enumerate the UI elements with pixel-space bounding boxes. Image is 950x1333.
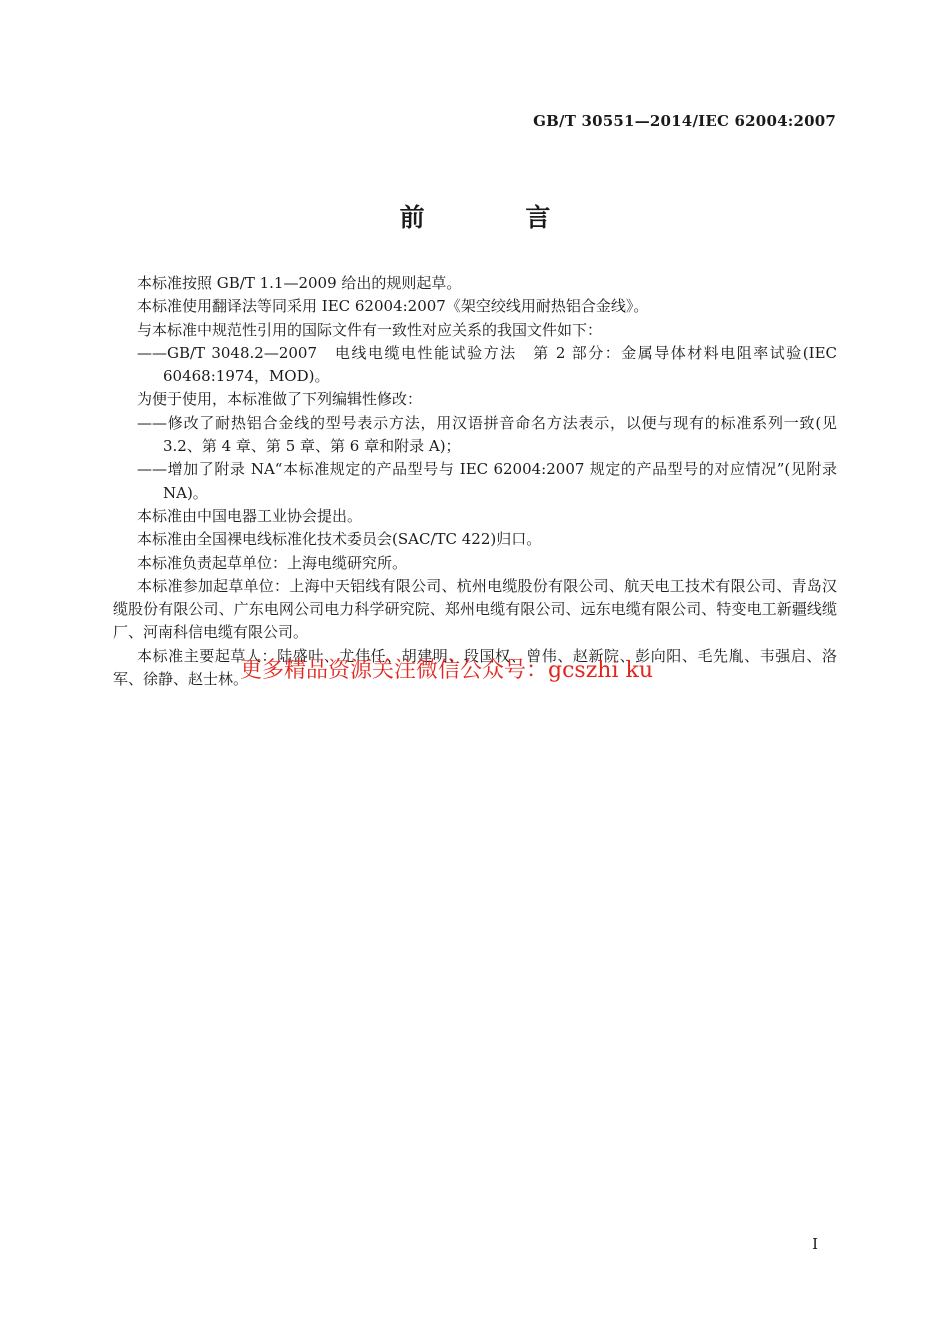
paragraph-responsible-drafter: 本标准负责起草单位：上海电缆研究所。 [137,553,408,572]
document-code-header: GB/T 30551—2014/IEC 62004:2007 [533,112,836,130]
paragraph-centralized-by: 本标准由全国裸电线标准化技术委员会(SAC/TC 422)归口。 [137,530,542,549]
page-title: 前 言 [399,203,597,232]
paragraph-drafting-rules: 本标准按照 GB/T 1.1—2009 给出的规则起草。 [137,274,462,292]
list-item-gbt-3048: ——GB/T 3048.2—2007 电线电缆电性能试验方法 第 2 部分：金属导体材料电阻率试验(IEC 60468:1974，MOD)。 [137,343,837,386]
page-number: I [812,1235,818,1253]
paragraph-corresponding-docs: 与本标准中规范性引用的国际文件有一致性对应关系的我国文件如下： [137,320,603,339]
paragraph-adoption: 本标准使用翻译法等同采用 IEC 62004:2007《架空绞线用耐热铝合金线》。 [137,297,649,316]
watermark-text: 更多精品资源关注微信公众号：gcszhi ku [240,658,653,683]
list-item-annex-na: ——增加了附录 NA“本标准规定的产品型号与 IEC 62004:2007 规定的产品型号的对应情况”(见附录 NA)。 [137,460,837,502]
paragraph-editorial-changes: 为便于使用，本标准做了下列编辑性修改： [137,390,423,409]
paragraph-main-drafters: 本标准主要起草人：陆盛叶、尤伟任、胡建明、段国权、曾伟、赵新院、彭向阳、毛先胤、韦强启、洛军、徐静、赵士林。 [113,646,837,689]
list-item-model-designation: ——修改了耐热铝合金线的型号表示方法，用汉语拼音命名方法表示，以便与现有的标准系列一致(见 3.2、第 4 章、第 5 章、第 6 章和附录 A)； [137,413,837,456]
paragraph-participating-drafters: 本标准参加起草单位：上海中天铝线有限公司、杭州电缆股份有限公司、航天电工技术有限公司、青岛汉缆股份有限公司、广东电网公司电力科学研究院、郑州电缆有限公司、远东电缆有限公司、特变电工新疆线缆厂、河南科信电缆有限公司。 [113,576,837,642]
paragraph-proposed-by: 本标准由中国电器工业协会提出。 [137,506,363,525]
foreword-body [113,272,837,691]
